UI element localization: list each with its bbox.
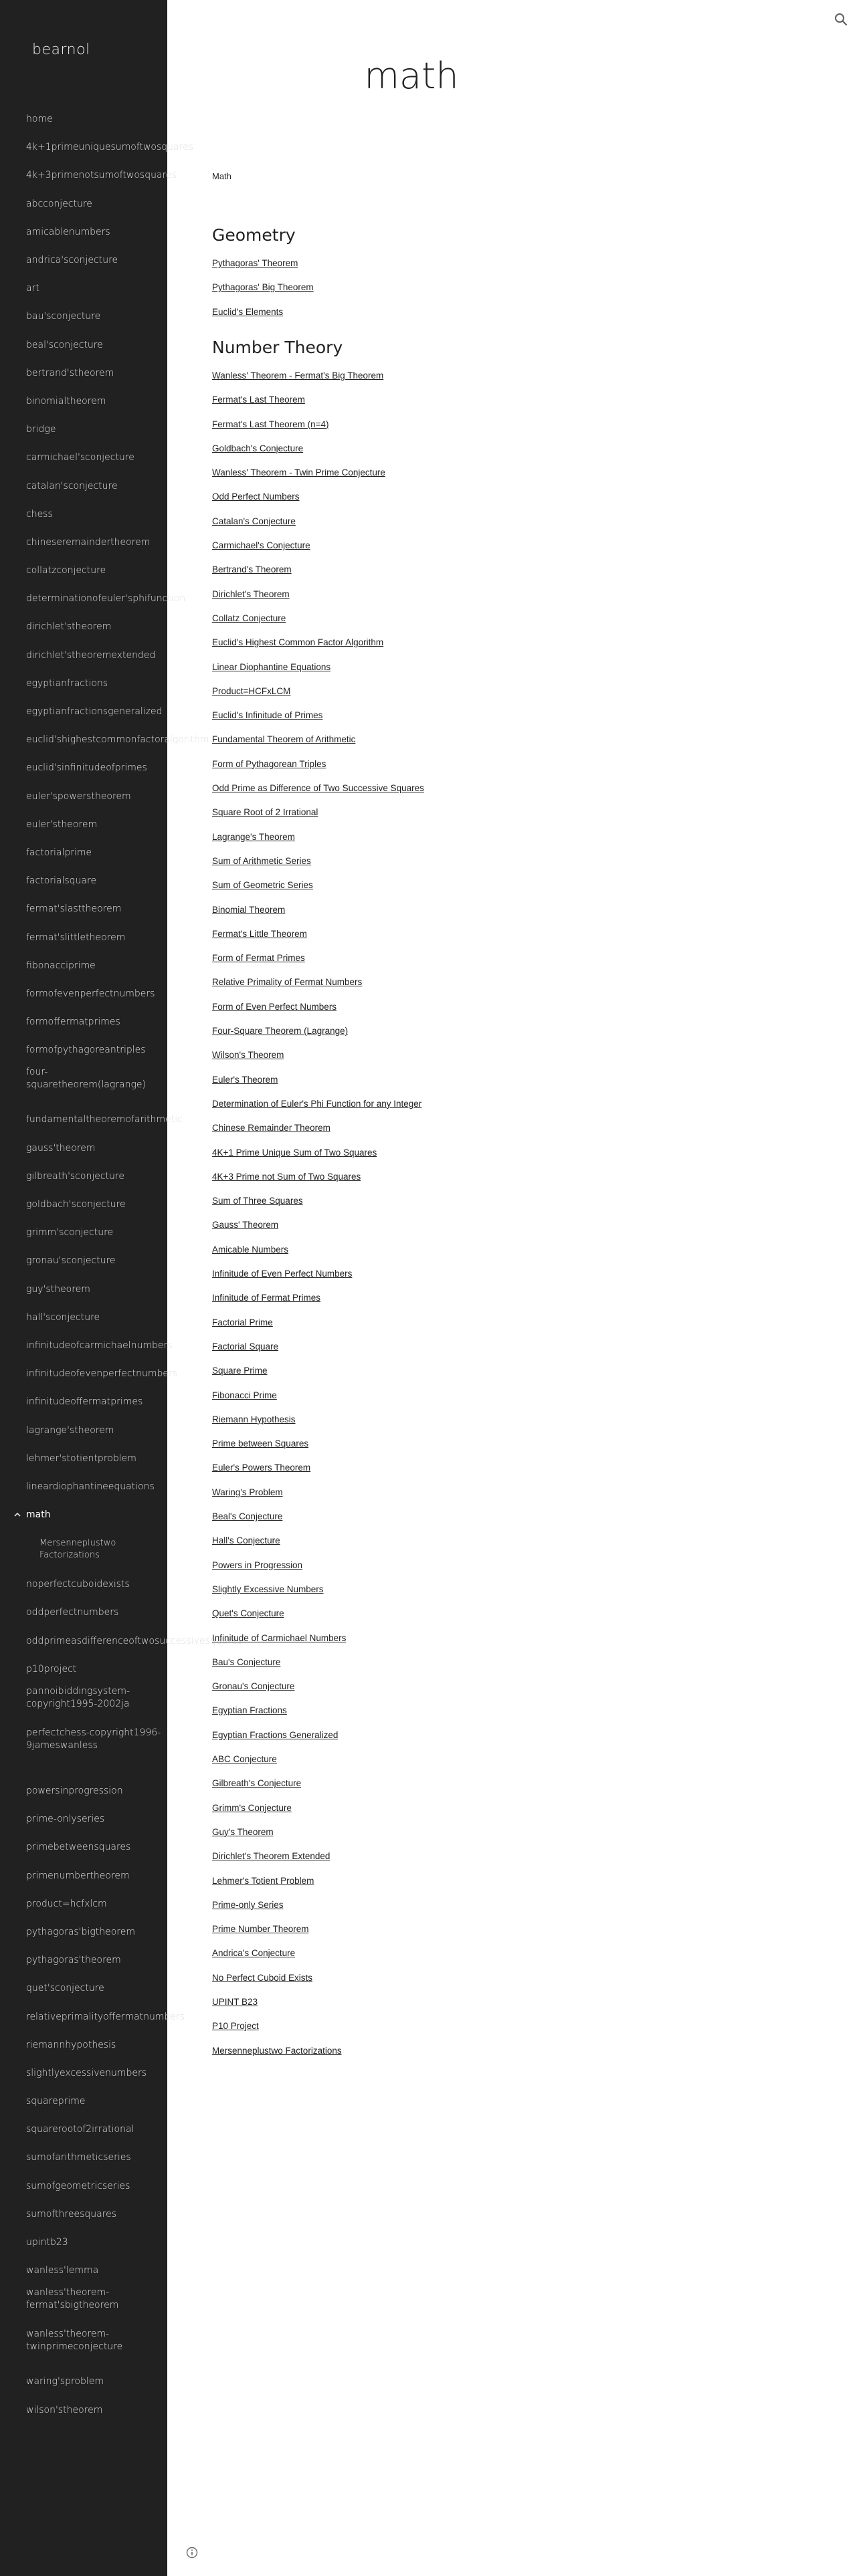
sidebar-item[interactable]	[0, 839, 167, 867]
sidebar-item-label: oddperfectnumbers	[26, 1607, 119, 1618]
page-link[interactable]: Euclid's Infinitude of Primes	[212, 710, 323, 721]
sidebar-item[interactable]	[0, 1360, 178, 1388]
sidebar-item[interactable]	[0, 1627, 242, 1655]
sidebar-item[interactable]	[0, 1444, 167, 1473]
page-link[interactable]: 4K+1 Prime Unique Sum of Two Squares	[212, 1147, 377, 1158]
sidebar-item-label: wilson'stheorem	[26, 2404, 103, 2416]
sidebar-item-label: prime-onlyseries	[26, 1814, 105, 1825]
sidebar-item-label: binomialtheorem	[26, 395, 106, 407]
page-link[interactable]: Euler's Theorem	[212, 1074, 278, 1085]
sidebar-item-label: dirichlet'stheorem	[26, 621, 112, 633]
sidebar-item[interactable]	[0, 1218, 167, 1247]
sidebar-item-label: euler'spowerstheorem	[26, 790, 131, 802]
sidebar-nav	[0, 105, 242, 2424]
search-icon[interactable]	[833, 11, 849, 27]
sidebar-item[interactable]	[0, 2326, 167, 2367]
sidebar-item[interactable]	[0, 246, 167, 274]
sidebar-item[interactable]	[0, 1303, 167, 1331]
page-link[interactable]: Sum of Three Squares	[212, 1196, 303, 1206]
sidebar-item[interactable]	[0, 331, 167, 359]
sidebar-item-label: beal'sconjecture	[26, 339, 103, 350]
sidebar-item[interactable]	[0, 2256, 167, 2284]
sidebar-item[interactable]	[0, 1008, 167, 1036]
page-link[interactable]: Sum of Arithmetic Series	[212, 855, 311, 866]
chevron-up-icon[interactable]	[13, 1511, 21, 1519]
sidebar-item[interactable]	[0, 1862, 167, 1890]
page-link[interactable]: Fundamental Theorem of Arithmetic	[212, 734, 356, 745]
sidebar-item[interactable]	[0, 895, 167, 923]
sidebar-item[interactable]	[0, 1598, 167, 1626]
page-link[interactable]: Infinitude of Even Perfect Numbers	[212, 1269, 353, 1279]
sidebar-item[interactable]	[0, 952, 167, 980]
page-link[interactable]: Gronau's Conjecture	[212, 1681, 295, 1692]
sidebar-item-label: wanless'theorem-fermat'sbigtheorem	[26, 2287, 119, 2311]
sidebar-item[interactable]	[0, 669, 167, 697]
sidebar-item[interactable]	[0, 1190, 167, 1218]
sidebar-item[interactable]	[0, 1501, 167, 1529]
sidebar-item[interactable]	[0, 2087, 167, 2115]
page-link[interactable]: Gauss' Theorem	[212, 1220, 279, 1230]
sidebar-item-label: amicablenumbers	[26, 226, 110, 237]
page-link[interactable]: Waring's Problem	[212, 1487, 283, 1497]
sidebar-item[interactable]	[0, 1974, 167, 2002]
page-link[interactable]: Sum of Geometric Series	[212, 880, 313, 891]
sidebar-item[interactable]	[0, 1805, 167, 1833]
sidebar-item-label: egyptianfractions	[26, 677, 108, 689]
sidebar-item-label: gronau'sconjecture	[26, 1255, 116, 1267]
page-title: math	[364, 55, 459, 97]
sidebar-item[interactable]	[0, 980, 167, 1008]
sidebar-item-label: catalan'sconjecture	[26, 480, 118, 492]
sidebar-item[interactable]	[0, 2031, 167, 2059]
sidebar-item-label: sumofarithmeticseries	[26, 2152, 131, 2163]
sidebar-item-label: collatzconjecture	[26, 565, 106, 576]
page-link[interactable]: Dirichlet's Theorem Extended	[212, 1851, 330, 1862]
page-link[interactable]: Fermat's Last Theorem	[212, 395, 305, 405]
sidebar-item-label: gilbreath'sconjecture	[26, 1170, 124, 1182]
site-title[interactable]: bearnol	[32, 41, 90, 58]
sidebar-item[interactable]	[0, 1064, 167, 1105]
page-link[interactable]: Dirichlet's Theorem	[212, 588, 290, 599]
sidebar-item-label: gauss'theorem	[26, 1142, 96, 1154]
sidebar-item-label: math	[26, 1509, 51, 1521]
sidebar-item[interactable]	[0, 867, 167, 895]
page-link[interactable]: Egyptian Fractions Generalized	[212, 1729, 339, 1740]
sidebar-item-label: Mersenneplustwo Factorizations	[39, 1538, 116, 1561]
page-link[interactable]: Lehmer's Totient Problem	[212, 1875, 314, 1886]
page-link[interactable]: Grimm's Conjecture	[212, 1802, 292, 1813]
sidebar-item[interactable]	[0, 1247, 167, 1275]
sidebar-item[interactable]	[0, 105, 167, 133]
page-link[interactable]: Binomial Theorem	[212, 904, 286, 915]
page-link[interactable]: Amicable Numbers	[212, 1244, 289, 1255]
page-link[interactable]: Lagrange's Theorem	[212, 831, 295, 842]
sidebar-item-label: home	[26, 114, 53, 125]
sidebar-item[interactable]	[0, 754, 167, 782]
page-link[interactable]: Bau's Conjecture	[212, 1656, 281, 1667]
sidebar-item-label: hall'sconjecture	[26, 1311, 100, 1323]
sidebar-item[interactable]	[0, 1105, 183, 1134]
sidebar-item[interactable]	[0, 1655, 167, 1683]
page-link[interactable]: UPINT B23	[212, 1997, 258, 2007]
sidebar-item-label: euler'stheorem	[26, 819, 98, 830]
page-link[interactable]: Euclid's Elements	[212, 306, 284, 317]
page-link[interactable]: Determination of Euler's Phi Function for any Integer	[212, 1098, 422, 1109]
sidebar-item-label: lehmer'stotientproblem	[26, 1453, 136, 1464]
sidebar-item[interactable]	[0, 1777, 167, 1805]
section-heading: Geometry	[212, 225, 296, 245]
sidebar-item[interactable]	[0, 1683, 167, 1725]
page-link[interactable]: P10 Project	[212, 2021, 259, 2032]
sidebar-item-label: goldbach'sconjecture	[26, 1199, 126, 1210]
sidebar-item-label: euclid'sinfinitudeofprimes	[26, 762, 147, 774]
sidebar-item-label: riemannhypothesis	[26, 2039, 116, 2050]
page-link[interactable]: Square Prime	[212, 1366, 268, 1376]
sidebar-item[interactable]	[0, 2002, 185, 2030]
sidebar-item-label: 4k+1primeuniquesumoftwosquares	[26, 142, 193, 153]
sidebar-item[interactable]	[0, 1162, 167, 1190]
page-link[interactable]: Andrica's Conjecture	[212, 1948, 296, 1959]
sidebar-item[interactable]	[0, 1529, 167, 1570]
sidebar-item[interactable]	[0, 641, 167, 669]
page-link[interactable]: Slightly Excessive Numbers	[212, 1584, 324, 1594]
sidebar-item[interactable]	[0, 190, 167, 218]
sidebar	[0, 0, 242, 2576]
sidebar-item-label: pythagoras'bigtheorem	[26, 1926, 135, 1937]
sidebar-item-label: sumofgeometricseries	[26, 2180, 130, 2191]
sidebar-item-label: fermat'slittletheorem	[26, 932, 126, 943]
page-link[interactable]: Fibonacci Prime	[212, 1390, 277, 1400]
sidebar-item-label: upintb23	[26, 2237, 68, 2248]
page-link[interactable]: Beal's Conjecture	[212, 1511, 283, 1521]
sidebar-item-label: infinitudeofcarmichaelnumbers	[26, 1339, 173, 1351]
sidebar-item-label: dirichlet'stheoremextended	[26, 649, 156, 661]
sidebar-item-label: factorialprime	[26, 847, 92, 858]
sidebar-item-label: fermat'slasttheorem	[26, 903, 122, 915]
sidebar-item-label: product=hcfxlcm	[26, 1898, 107, 1909]
sidebar-item[interactable]	[0, 1416, 167, 1444]
page-link[interactable]: Square Root of 2 Irrational	[212, 807, 318, 818]
sidebar-item-label: euclid'shighestcommonfactoralgorithm	[26, 734, 209, 746]
page-link[interactable]: Pythagoras' Theorem	[212, 258, 298, 268]
sidebar-item[interactable]	[0, 359, 167, 387]
sidebar-item[interactable]	[0, 500, 167, 528]
sidebar-item[interactable]	[0, 274, 167, 302]
sidebar-item[interactable]	[0, 697, 167, 726]
sidebar-item-label: bau'sconjecture	[26, 311, 101, 322]
page-link[interactable]: Chinese Remainder Theorem	[212, 1123, 330, 1134]
page-link[interactable]: Odd Prime as Difference of Two Successive Squares	[212, 783, 424, 793]
page-link[interactable]: Euclid's Highest Common Factor Algorithm	[212, 637, 384, 648]
page-link[interactable]: Linear Diophantine Equations	[212, 661, 331, 672]
sidebar-item-label: chineseremaindertheorem	[26, 536, 151, 548]
sidebar-item-label: powersinprogression	[26, 1786, 123, 1797]
sidebar-item[interactable]	[0, 2284, 167, 2326]
page-link[interactable]: Guy's Theorem	[212, 1826, 274, 1837]
page-link[interactable]: Mersenneplustwo Factorizations	[212, 2045, 342, 2056]
sidebar-item[interactable]	[0, 1388, 167, 1416]
sidebar-item-label: chess	[26, 508, 53, 520]
sidebar-item-label: pannoibiddingsystem-copyright1995-2002ja	[26, 1685, 130, 1709]
page-link[interactable]: Wilson's Theorem	[212, 1050, 284, 1061]
page-link[interactable]: Hall's Conjecture	[212, 1535, 280, 1546]
sidebar-item[interactable]	[0, 161, 177, 189]
page-link[interactable]: Wanless' Theorem - Fermat's Big Theorem	[212, 370, 384, 381]
sidebar-item[interactable]	[0, 415, 167, 443]
sidebar-item[interactable]	[0, 2396, 167, 2424]
page-link[interactable]: ABC Conjecture	[212, 1754, 277, 1764]
page-link[interactable]: Riemann Hypothesis	[212, 1414, 296, 1424]
sidebar-item[interactable]	[0, 1570, 167, 1598]
sidebar-item-label: formoffermatprimes	[26, 1016, 120, 1028]
sidebar-item-label: grimm'sconjecture	[26, 1227, 114, 1239]
sidebar-item-label: guy'stheorem	[26, 1283, 90, 1295]
sidebar-item-label: egyptianfractionsgeneralized	[26, 706, 163, 718]
page-link[interactable]: No Perfect Cuboid Exists	[212, 1972, 313, 1983]
sidebar-item[interactable]	[0, 2367, 167, 2395]
page-link[interactable]: Catalan's Conjecture	[212, 516, 296, 526]
sidebar-item[interactable]	[0, 1725, 167, 1777]
sidebar-item[interactable]	[0, 613, 167, 641]
page-link[interactable]: Egyptian Fractions	[212, 1705, 287, 1716]
sidebar-item[interactable]	[0, 302, 167, 330]
sidebar-item[interactable]	[0, 1946, 167, 1974]
sidebar-item[interactable]	[0, 218, 167, 246]
sidebar-item[interactable]	[0, 1036, 167, 1064]
sidebar-item-label: lineardiophantineequations	[26, 1481, 155, 1492]
section-heading: Number Theory	[212, 337, 343, 357]
sidebar-item-label: four-squaretheorem(lagrange)	[26, 1067, 146, 1091]
page-link[interactable]: Fermat's Little Theorem	[212, 928, 307, 939]
page-link[interactable]: Powers in Progression	[212, 1560, 303, 1570]
info-icon[interactable]	[186, 2547, 198, 2559]
intro-text: Math	[212, 171, 231, 181]
page-link[interactable]: Odd Perfect Numbers	[212, 492, 300, 502]
sidebar-item-label: fibonacciprime	[26, 960, 96, 971]
sidebar-item[interactable]	[0, 556, 167, 584]
page-link[interactable]: Factorial Prime	[212, 1317, 273, 1327]
sidebar-item-label: wanless'lemma	[26, 2265, 99, 2276]
page-link[interactable]: Factorial Square	[212, 1341, 279, 1352]
sidebar-item-label: fundamentaltheoremofarithmetic	[26, 1114, 183, 1125]
page-link[interactable]: Bertrand's Theorem	[212, 564, 292, 575]
sidebar-item[interactable]	[0, 1473, 167, 1501]
page-link[interactable]: Form of Pythagorean Triples	[212, 758, 326, 769]
sidebar-item[interactable]	[0, 2200, 167, 2228]
sidebar-item-label: lagrange'stheorem	[26, 1424, 114, 1436]
sidebar-item[interactable]	[0, 387, 167, 415]
sidebar-item-label: sumofthreesquares	[26, 2208, 117, 2220]
sidebar-item-label: infinitudeofevenperfectnumbers	[26, 1368, 178, 1380]
page-link[interactable]: Goldbach's Conjecture	[212, 443, 304, 453]
sidebar-item[interactable]	[0, 2228, 167, 2256]
page-link[interactable]: Wanless' Theorem - Twin Prime Conjecture	[212, 467, 385, 478]
sidebar-item[interactable]	[0, 782, 167, 811]
sidebar-item[interactable]	[0, 1134, 167, 1162]
sidebar-item[interactable]	[0, 584, 186, 613]
page-link[interactable]: Form of Fermat Primes	[212, 953, 305, 964]
page-link[interactable]: Pythagoras' Big Theorem	[212, 282, 314, 293]
sidebar-item-label: squareprime	[26, 2096, 86, 2107]
sidebar-item-label: waring'sproblem	[26, 2376, 104, 2387]
sidebar-item[interactable]	[0, 1275, 167, 1303]
page-link[interactable]: Form of Even Perfect Numbers	[212, 1001, 337, 1012]
page-link[interactable]: Euler's Powers Theorem	[212, 1463, 311, 1473]
sidebar-item-label: relativeprimalityoffermatnumbers	[26, 2011, 185, 2022]
sidebar-item-label: pythagoras'theorem	[26, 1955, 121, 1966]
sidebar-item-label: art	[26, 283, 39, 294]
sidebar-item-label: noperfectcuboidexists	[26, 1579, 130, 1590]
sidebar-item[interactable]	[0, 726, 209, 754]
sidebar-item[interactable]	[0, 133, 193, 161]
page-link[interactable]: Infinitude of Carmichael Numbers	[212, 1632, 347, 1643]
sidebar-item-label: perfectchess-copyright1996-9jameswanless	[26, 1727, 161, 1751]
sidebar-item-label: infinitudeoffermatprimes	[26, 1396, 143, 1408]
page-link[interactable]: Fermat's Last Theorem (n=4)	[212, 419, 329, 429]
sidebar-item-label: 4k+3primenotsumoftwosquares	[26, 170, 177, 181]
sidebar-item[interactable]	[0, 2172, 167, 2200]
sidebar-item[interactable]	[0, 2059, 167, 2087]
sidebar-item-label: p10project	[26, 1663, 77, 1675]
page-link[interactable]: Four-Square Theorem (Lagrange)	[212, 1026, 349, 1036]
page-link[interactable]: Product=HCFxLCM	[212, 685, 291, 696]
page-link[interactable]: Prime between Squares	[212, 1438, 309, 1449]
sidebar-item-label: andrica'sconjecture	[26, 255, 118, 266]
sidebar-item-label: factorialsquare	[26, 875, 97, 887]
page-link[interactable]: Gilbreath's Conjecture	[212, 1778, 302, 1789]
sidebar-item-label: formofevenperfectnumbers	[26, 988, 155, 999]
page-link[interactable]: Collatz Conjecture	[212, 613, 286, 623]
page-link[interactable]: 4K+3 Prime not Sum of Two Squares	[212, 1171, 361, 1182]
sidebar-item-label: bertrand'stheorem	[26, 367, 114, 379]
sidebar-item-label: carmichael'sconjecture	[26, 452, 134, 463]
sidebar-item[interactable]	[0, 1918, 167, 1946]
sidebar-item[interactable]	[0, 923, 167, 951]
sidebar-item[interactable]	[0, 2115, 167, 2143]
sidebar-item[interactable]	[0, 471, 167, 500]
sidebar-item-label: slightlyexcessivenumbers	[26, 2067, 147, 2078]
page-link[interactable]: Quet's Conjecture	[212, 1608, 284, 1619]
sidebar-item[interactable]	[0, 1331, 173, 1360]
sidebar-item-label: determinationofeuler'sphifunction	[26, 593, 186, 605]
page-link[interactable]: Prime Number Theorem	[212, 1924, 309, 1935]
sidebar-item-label: formofpythagoreantriples	[26, 1045, 146, 1056]
sidebar-item[interactable]	[0, 811, 167, 839]
sidebar-item-label: quet'sconjecture	[26, 1983, 104, 1994]
sidebar-item-label: oddprimeasdifferenceoftwosuccessivesquares	[26, 1635, 242, 1646]
sidebar-item-label: bridge	[26, 424, 56, 435]
sidebar-item-label: primenumbertheorem	[26, 1870, 130, 1881]
page-link[interactable]: Relative Primality of Fermat Numbers	[212, 977, 363, 988]
page-link[interactable]: Carmichael's Conjecture	[212, 540, 310, 550]
sidebar-item[interactable]	[0, 443, 167, 471]
sidebar-item-label: abcconjecture	[26, 198, 92, 209]
sidebar-item-label: primebetweensquares	[26, 1842, 131, 1853]
sidebar-item-label: squarerootof2irrational	[26, 2124, 134, 2135]
sidebar-item[interactable]	[0, 2143, 167, 2171]
sidebar-item-label: wanless'theorem-twinprimeconjecture	[26, 2329, 123, 2353]
sidebar-item[interactable]	[0, 1890, 167, 1918]
sidebar-item[interactable]	[0, 1833, 167, 1861]
sidebar-item[interactable]	[0, 528, 167, 556]
page-link[interactable]: Prime-only Series	[212, 1899, 284, 1910]
page-link[interactable]: Infinitude of Fermat Primes	[212, 1293, 321, 1303]
